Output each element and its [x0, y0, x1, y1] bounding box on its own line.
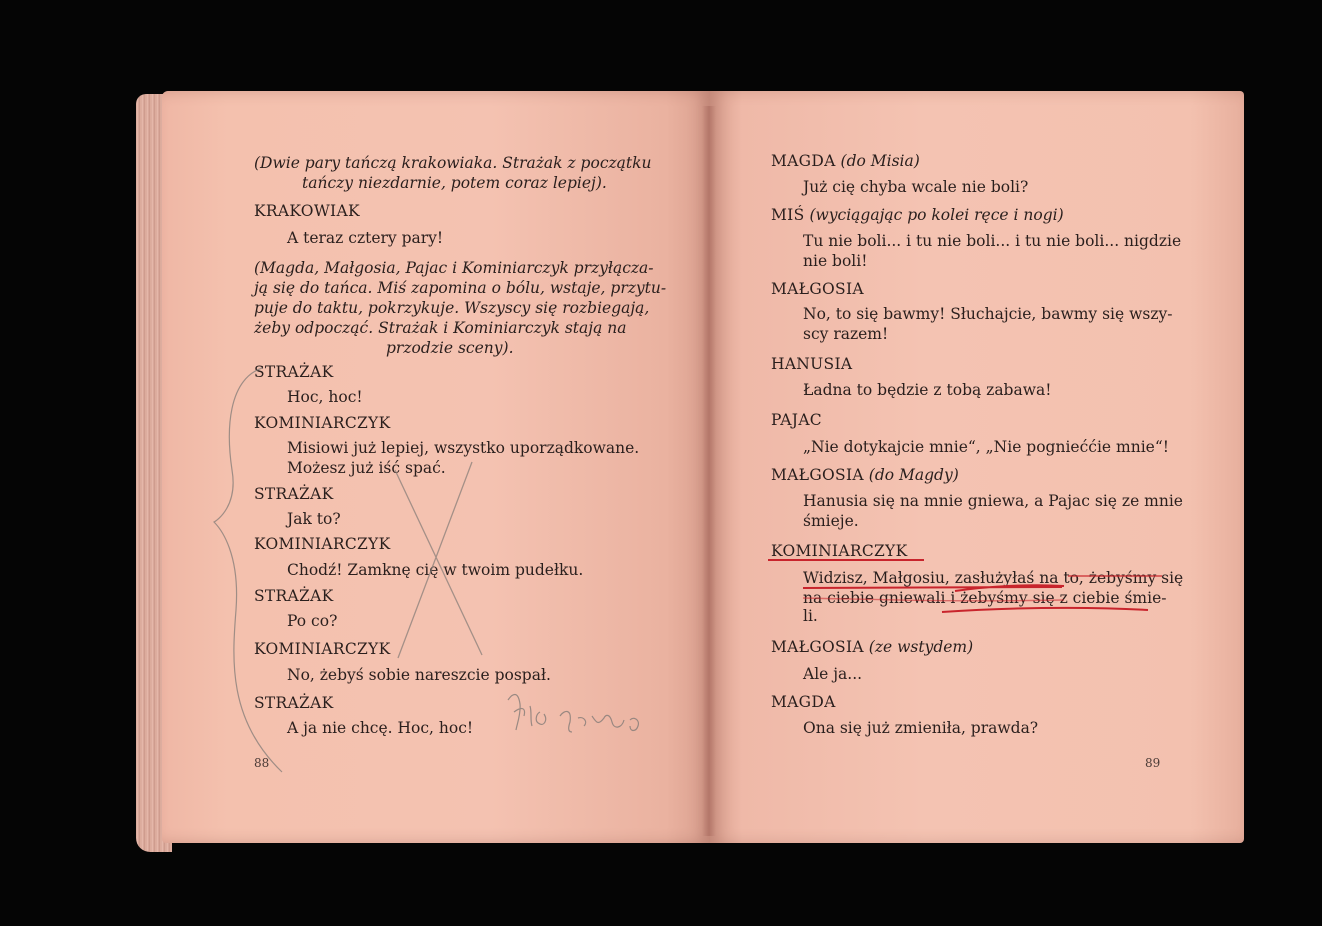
speaker-line — [771, 204, 1064, 226]
stage-direction: ją się do tańca. Miś zapomina o bólu, wstaje, przytu- — [254, 279, 667, 297]
speaker-name: STRAŻAK — [254, 694, 334, 712]
speaker-name: KOMINIARCZYK — [254, 640, 391, 658]
dialogue-line: na ciebie gniewali i żebyśmy się z ciebie śmie- — [803, 589, 1167, 607]
speaker-name: KRAKOWIAK — [254, 202, 360, 220]
dialogue-line: A ja nie chcę. Hoc, hoc! — [287, 719, 474, 737]
dialogue-line: Hanusia się na mnie gniewa, a Pajac się ze mnie — [803, 492, 1183, 510]
dialogue-line: scy razem! — [803, 325, 889, 343]
speaker-name: HANUSIA — [771, 355, 853, 373]
dialogue-line: Ale ja... — [803, 665, 863, 683]
stage-direction: (Dwie pary tańczą krakowiaka. Strażak z początku — [254, 154, 652, 172]
speaker-line — [771, 150, 920, 172]
speaker-name: KOMINIARCZYK — [771, 542, 908, 560]
speaker-name: PAJAC — [771, 411, 822, 429]
stage-direction: przodzie sceny). — [386, 339, 514, 357]
dialogue-line: Po co? — [287, 612, 338, 630]
page-number: 89 — [1145, 756, 1161, 770]
stage-direction: puje do taktu, pokrzykuje. Wszyscy się rozbiegają, — [254, 299, 650, 317]
speaker-line — [771, 636, 973, 658]
dialogue-line: Widzisz, Małgosiu, zasłużyłaś na to, żebyśmy się — [803, 569, 1184, 587]
stage-direction: (do Magdy) — [868, 466, 959, 484]
speaker-name: MAŁGOSIA — [771, 638, 864, 656]
dialogue-line: Tu nie boli... i tu nie boli... i tu nie boli... nigdzie — [803, 232, 1182, 250]
book-gutter — [702, 106, 716, 836]
speaker-line — [771, 464, 959, 486]
speaker-name: STRAŻAK — [254, 363, 334, 381]
stage-direction: (wyciągając po kolei ręce i nogi) — [809, 206, 1064, 224]
speaker-name: MIŚ — [771, 206, 805, 224]
dialogue-line: Możesz już iść spać. — [287, 459, 446, 477]
dialogue-line: „Nie dotykajcie mnie“, „Nie pognieććie mnie“! — [803, 438, 1169, 456]
dialogue-line: No, żebyś sobie nareszcie pospał. — [287, 666, 551, 684]
dialogue-line: li. — [803, 607, 818, 625]
dialogue-line: Chodź! Zamknę cię w twoim pudełku. — [287, 561, 584, 579]
page-number: 88 — [254, 756, 270, 770]
stage-direction: żeby odpocząć. Strażak i Kominiarczyk stają na — [254, 319, 627, 337]
dialogue-line: Misiowi już lepiej, wszystko uporządkowane. — [287, 439, 640, 457]
dialogue-line: A teraz cztery pary! — [287, 229, 444, 247]
dialogue-line: śmieje. — [803, 512, 859, 530]
dialogue-line: No, to się bawmy! Słuchajcie, bawmy się wszy- — [803, 305, 1173, 323]
dialogue-line: Ona się już zmieniła, prawda? — [803, 719, 1039, 737]
stage-direction: (Magda, Małgosia, Pajac i Kominiarczyk przyłącza- — [254, 259, 654, 277]
speaker-name: STRAŻAK — [254, 587, 334, 605]
dialogue-line: Ładna to będzie z tobą zabawa! — [803, 381, 1052, 399]
stage-direction: tańczy niezdarnie, potem coraz lepiej). — [302, 174, 607, 192]
dialogue-line: Już cię chyba wcale nie boli? — [803, 178, 1029, 196]
dialogue-line: nie boli! — [803, 252, 868, 270]
speaker-name: KOMINIARCZYK — [254, 535, 391, 553]
dialogue-line: Jak to? — [287, 510, 341, 528]
speaker-name: MAŁGOSIA — [771, 466, 864, 484]
stage-direction: (do Misia) — [840, 152, 920, 170]
speaker-name: MAŁGOSIA — [771, 280, 864, 298]
stage-direction: (ze wstydem) — [868, 638, 974, 656]
speaker-name: MAGDA — [771, 693, 836, 711]
speaker-name: MAGDA — [771, 152, 836, 170]
dialogue-line: Hoc, hoc! — [287, 388, 363, 406]
speaker-name: KOMINIARCZYK — [254, 414, 391, 432]
speaker-name: STRAŻAK — [254, 485, 334, 503]
